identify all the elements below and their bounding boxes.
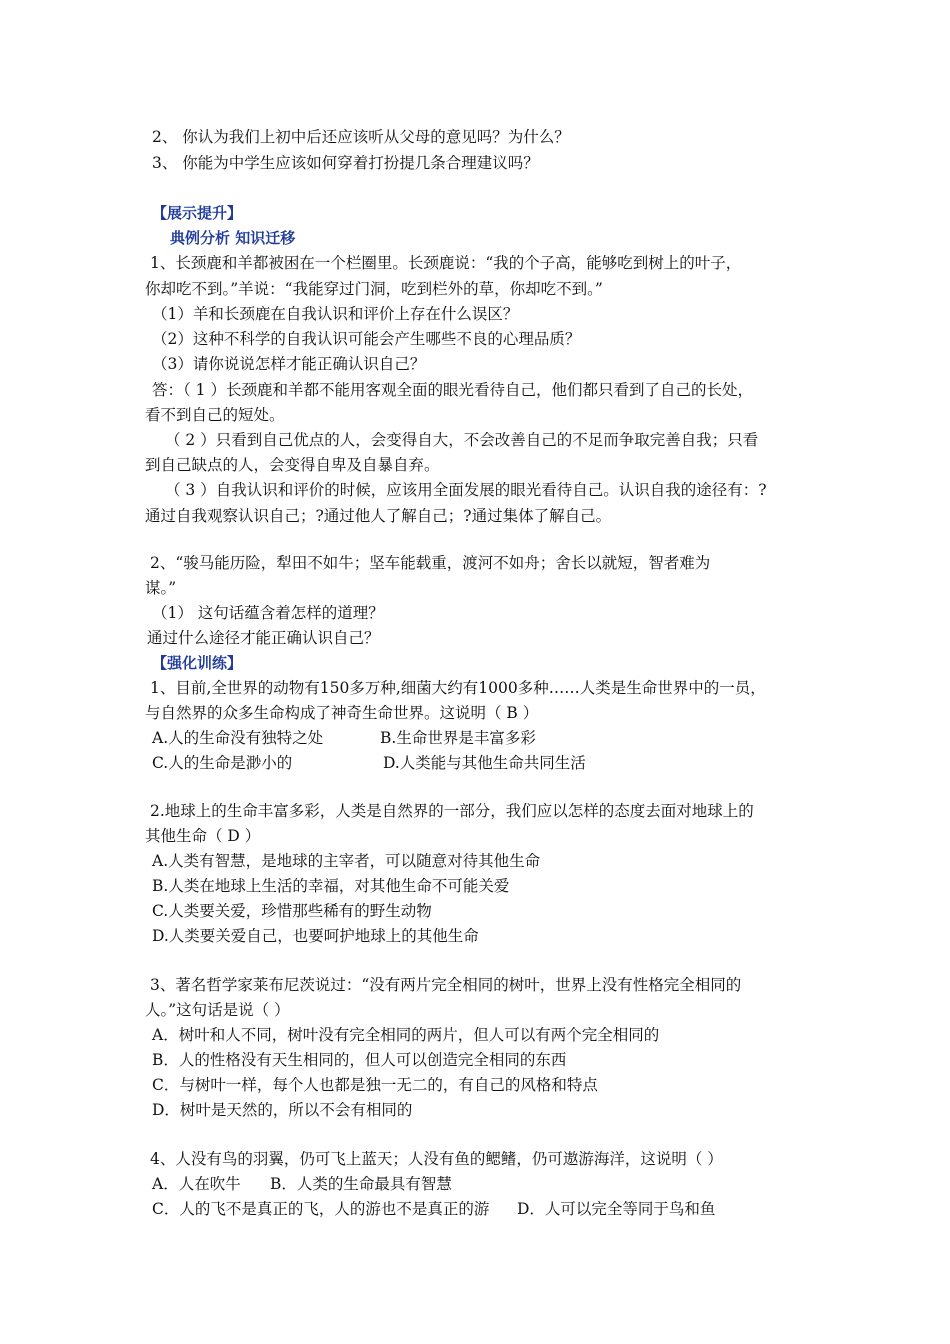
q4-stem: 4、人没有鸟的羽翼，仍可飞上蓝天；人没有鱼的鳃鳍，仍可遨游海洋，这说明（ ） (150, 1150, 723, 1168)
q1-option-d: D.人类能与其他生命共同生活 (383, 754, 586, 772)
q1-option-b: B.生命世界是丰富多彩 (380, 729, 536, 747)
example1-answer-line: （ 2 ）只看到自己优点的人，会变得自大，不会改善自己的不足而争取完善自我；只看 (165, 431, 759, 449)
example2-line: 谋。” (145, 579, 177, 597)
example1-answer-line: 通过自我观察认识自己；?通过他人了解自己；?通过集体了解自己。 (145, 507, 612, 525)
q4-option-b: B．人类的生命最具有智慧 (270, 1175, 452, 1193)
example2-line: 通过什么途径才能正确认识自己？ (147, 629, 380, 647)
example1-line: （2）这种不科学的自我认识可能会产生哪些不良的心理品质？ (152, 330, 581, 348)
intro-question-2: 2、 你认为我们上初中后还应该听从父母的意见吗？为什么？ (152, 128, 570, 146)
q2-stem: 2.地球上的生命丰富多彩，人类是自然界的一部分，我们应以怎样的态度去面对地球上的 (150, 802, 754, 820)
q3-option-c: C．与树叶一样，每个人也都是独一无二的，有自己的风格和特点 (152, 1076, 598, 1094)
q4-option-a: A．人在吹牛 (152, 1175, 241, 1193)
q2-option-a: A.人类有智慧，是地球的主宰者，可以随意对待其他生命 (152, 852, 541, 870)
example1-line: （3）请你说说怎样才能正确认识自己？ (152, 355, 426, 373)
q3-option-a: A．树叶和人不同，树叶没有完全相同的两片，但人可以有两个完全相同的 (152, 1026, 660, 1044)
q3-option-b: B．人的性格没有天生相同的，但人可以创造完全相同的东西 (152, 1051, 567, 1069)
q3-option-d: D．树叶是天然的，所以不会有相同的 (152, 1101, 413, 1119)
q1-option-c: C.人的生命是渺小的 (152, 754, 293, 772)
example1-answer-line: （ 3 ）自我认识和评价的时候，应该用全面发展的眼光看待自己。认识自我的途径有：? (165, 481, 767, 499)
example1-line: （1）羊和长颈鹿在自我认识和评价上存在什么误区？ (152, 305, 519, 323)
example1-answer-line: 答：（ 1 ）长颈鹿和羊都不能用客观全面的眼光看待自己，他们都只看到了自己的长处， (152, 381, 753, 399)
q3-stem: 3、著名哲学家莱布尼茨说过：“没有两片完全相同的树叶，世界上没有性格完全相同的 (150, 976, 742, 994)
q2-option-b: B.人类在地球上生活的幸福，对其他生命不可能关爱 (152, 877, 510, 895)
q1-stem: 1、目前,全世界的动物有150多万种,细菌大约有1000多种……人类是生命世界中的一员， (150, 679, 766, 697)
section-subheading: 典例分析 知识迁移 (170, 229, 296, 247)
example1-answer-line: 看不到自己的短处。 (145, 406, 285, 424)
q2-stem: 其他生命（ D ） (145, 827, 261, 845)
q3-stem: 人。”这句话是说（ ） (145, 1001, 290, 1019)
q2-option-d: D.人类要关爱自己，也要呵护地球上的其他生命 (152, 927, 479, 945)
q4-option-d: D．人可以完全等同于鸟和鱼 (517, 1200, 716, 1218)
section-heading-show: 【展示提升】 (152, 204, 243, 222)
section-heading-training: 【强化训练】 (152, 654, 243, 672)
q4-option-c: C．人的飞不是真正的飞，人的游也不是真正的游 (152, 1200, 490, 1218)
q2-option-c: C.人类要关爱，珍惜那些稀有的野生动物 (152, 902, 432, 920)
intro-question-3: 3、 你能为中学生应该如何穿着打扮提几条合理建议吗？ (152, 154, 539, 172)
example2-line: （1） 这句话蕴含着怎样的道理？ (152, 604, 384, 622)
example1-line: 1、长颈鹿和羊都被困在一个栏圈里。长颈鹿说：“我的个子高，能够吃到树上的叶子， (150, 254, 742, 272)
q1-option-a: A.人的生命没有独特之处 (152, 729, 324, 747)
q1-stem: 与自然界的众多生命构成了神奇生命世界。这说明（ B ） (145, 704, 539, 722)
example1-answer-line: 到自己缺点的人，会变得自卑及自暴自弃。 (145, 456, 440, 474)
example2-line: 2、“骏马能历险，犁田不如牛；坚车能载重，渡河不如舟；舍长以就短，智者难为 (150, 554, 711, 572)
example1-line: 你却吃不到。”羊说：“我能穿过门洞，吃到栏外的草，你却吃不到。” (145, 280, 603, 298)
